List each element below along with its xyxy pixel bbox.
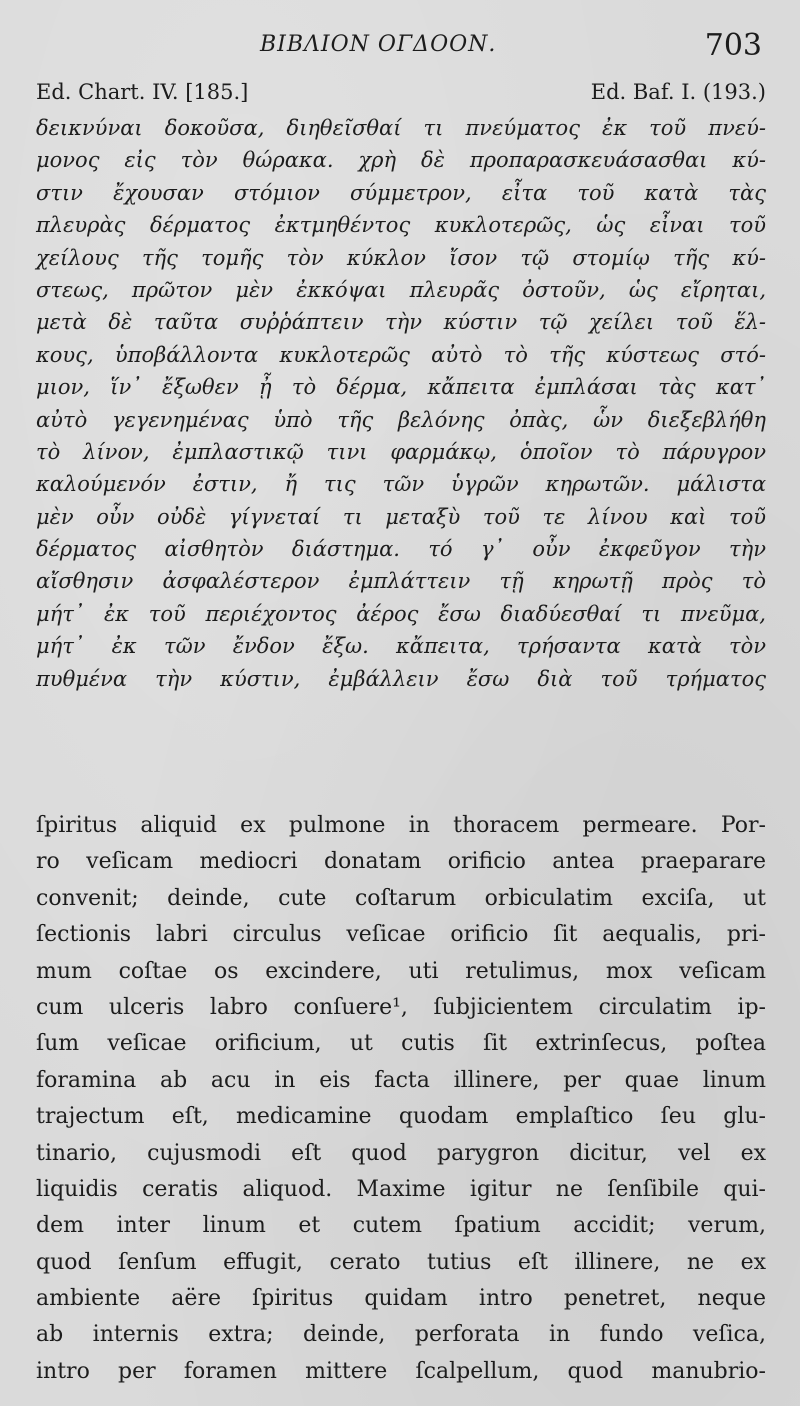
greek-line: μονος εἰς τὸν θώρακα. χρὴ δὲ προπαρασκευάσασθαι κύ- [36, 148, 766, 173]
greek-line: αἴσθησιν ἀσφαλέστερον ἐμπλάττειν τῇ κηρωτῇ πρὸς τὸ [36, 569, 766, 594]
greek-line: μὲν οὖν οὐδὲ γίγνεταί τι μεταξὺ τοῦ τε λίνου καὶ τοῦ [36, 504, 766, 529]
edition-chart-reference: Ed. Chart. IV. [185.] [36, 80, 249, 104]
latin-line: quod ſenſum effugit, cerato tutius eſt illinere, ne ex [36, 1249, 766, 1275]
greek-line: μήτ᾽ ἐκ τοῦ περιέχοντος ἀέρος ἔσω διαδύεσθαί τι πνεῦμα, [36, 601, 766, 626]
greek-line: πυθμένα τὴν κύστιν, ἐμβάλλειν ἔσω διὰ τοῦ τρήματος [36, 666, 766, 691]
running-title: BIBΛΙΟΝ ΟΓΔΟΟΝ. [260, 32, 497, 57]
latin-line: ab internis extra; deinde, perforata in fundo veſica, [36, 1322, 766, 1348]
latin-line: ambiente aëre ſpiritus quidam intro penetret, neque [36, 1286, 766, 1312]
greek-line: μετὰ δὲ ταῦτα συῤῥάπτειν τὴν κύστιν τῷ χείλει τοῦ ἕλ- [36, 310, 766, 335]
latin-line: foramina ab acu in eis facta illinere, per quae linum [36, 1067, 766, 1093]
greek-line: δέρματος αἰσθητὸν διάστημα. τό γ᾽ οὖν ἐκφεῦγον τὴν [36, 537, 766, 562]
latin-line: ſectionis labri circulus veſicae orificio ſit aequalis, pri- [36, 922, 766, 948]
latin-line: tinario, cujusmodi eſt quod parygron dicitur, vel ex [36, 1140, 766, 1166]
greek-line: στιν ἔχουσαν στόμιον σύμμετρον, εἶτα τοῦ κατὰ τὰς [36, 180, 766, 205]
greek-line: αὐτὸ γεγενημένας ὑπὸ τῆς βελόνης ὀπὰς, ὧν διεξεβλήθη [36, 407, 766, 432]
latin-line: ſpiritus aliquid ex pulmone in thoracem permeare. Por- [36, 813, 766, 838]
greek-line: στεως, πρῶτον μὲν ἐκκόψαι πλευρᾶς ὀστοῦν, ὡς εἴρηται, [36, 277, 766, 302]
latin-line: ſum veſicae orificium, ut cutis ſit extrinſecus, poſtea [36, 1031, 766, 1057]
edition-reference-line [36, 80, 766, 110]
page-number: 703 [704, 28, 762, 63]
latin-line: liquidis ceratis aliquod. Maxime igitur ne ſenſibile qui- [36, 1176, 766, 1202]
latin-text-block [36, 808, 766, 1390]
latin-line: mum coſtae os excindere, uti retulimus, mox veſicam [36, 958, 766, 984]
greek-line: μήτ᾽ ἐκ τῶν ἔνδον ἔξω. κἄπειτα, τρήσαντα κατὰ τὸν [36, 634, 766, 659]
latin-line: cum ulceris labro conſuere¹, ſubjicientem circulatim ip- [36, 994, 766, 1020]
latin-line: intro per foramen mittere ſcalpellum, quod manubrio- [36, 1358, 766, 1384]
greek-line: πλευρὰς δέρματος ἐκτμηθέντος κυκλοτερῶς, ὡς εἶναι τοῦ [36, 213, 766, 238]
latin-line: ro veſicam mediocri donatam orificio antea praeparare [36, 849, 766, 875]
greek-text-block [36, 112, 766, 695]
greek-line: τὸ λίνον, ἐμπλαστικῷ τινι φαρμάκῳ, ὁποῖον τὸ πάρυγρον [36, 439, 766, 464]
edition-bas-reference: Ed. Baf. I. (193.) [590, 80, 766, 104]
latin-line: convenit; deinde, cute coſtarum orbiculatim exciſa, ut [36, 885, 766, 911]
greek-line: καλούμενόν ἐστιν, ἤ τις τῶν ὑγρῶν κηρωτῶν. μάλιστα [36, 472, 766, 497]
greek-line: χείλους τῆς τομῆς τὸν κύκλον ἴσον τῷ στομίῳ τῆς κύ- [36, 245, 766, 270]
latin-line: trajectum eſt, medicamine quodam emplaſtico ſeu glu- [36, 1104, 766, 1130]
greek-line: μιον, ἵν᾽ ἔξωθεν ᾖ τὸ δέρμα, κἄπειτα ἐμπλάσαι τὰς κατ᾽ [36, 375, 766, 400]
greek-line: κους, ὑποβάλλοντα κυκλοτερῶς αὐτὸ τὸ τῆς κύστεως στό- [36, 342, 766, 367]
latin-line: dem inter linum et cutem ſpatium accidit; verum, [36, 1213, 766, 1239]
running-head [0, 28, 800, 64]
greek-line: δεικνύναι δοκοῦσα, διηθεῖσθαί τι πνεύματος ἐκ τοῦ πνεύ- [36, 116, 766, 140]
